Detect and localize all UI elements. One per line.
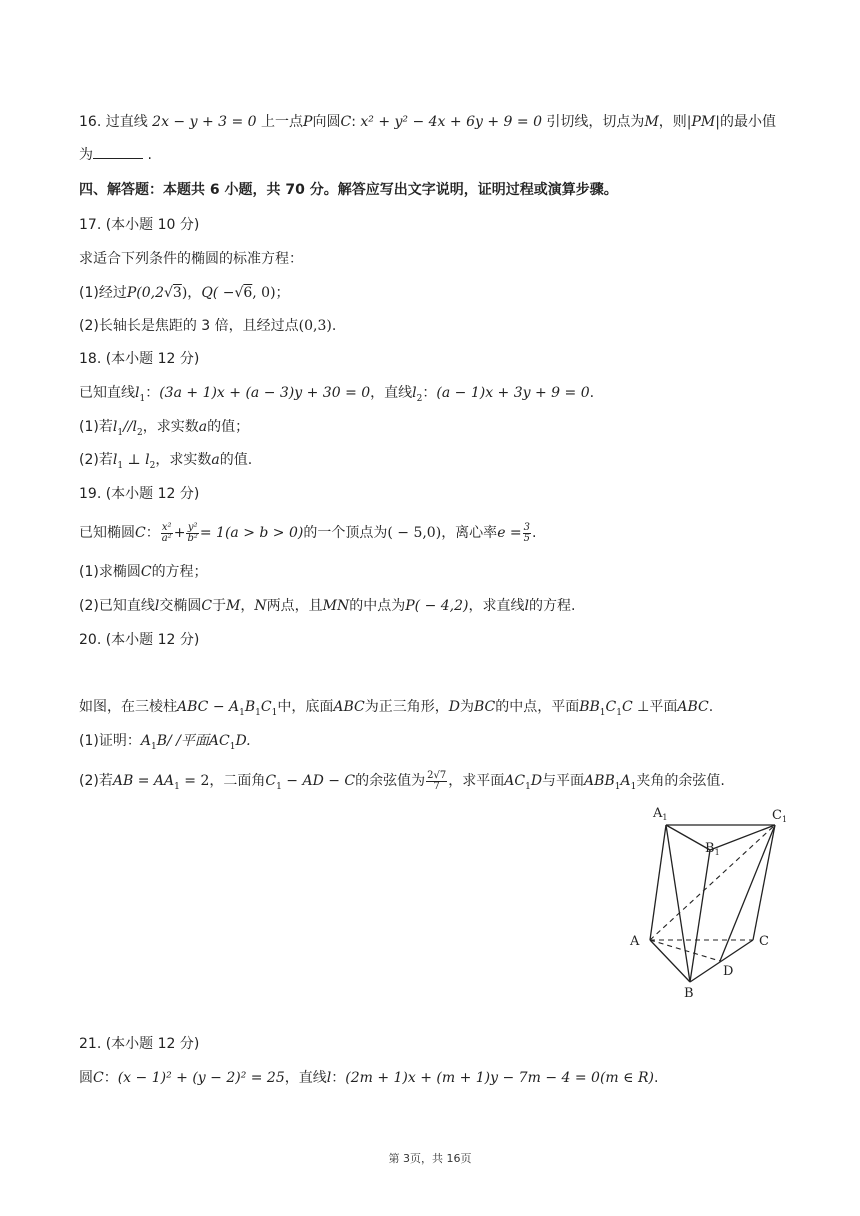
q17-part2: (2)长轴长是焦距的 3 倍，且经过点(0,3). [79,318,337,334]
q20-stem: 如图，在三棱柱ABC − $A_1B_1C_1$中，底面ABC为正三角形，D为BC的中点，平面$BB_1C_1C$ ⊥平面ABC. [79,699,714,718]
edge-a1-b [666,825,690,982]
edge-b-b1 [690,850,710,982]
label-a: A [630,934,640,949]
q18-part1: (1)若$l_1//l_2$，求实数a的值； [79,419,250,438]
q19-part2: (2)已知直线l交椭圆C于M，N两点，且MN的中点为P( − 4,2)，求直线l的方程. [79,598,576,614]
edge-a1-b1 [666,825,710,850]
q20-header: 20. (本小题 12 分) [79,632,200,648]
q18-stem: 已知直线$l_1$：(3a + 1)x + (a − 3)y + 30 = 0，直线$l_2$：(a − 1)x + 3y + 9 = 0. [79,385,595,404]
label-d: D [723,964,734,979]
edge-a-a1 [650,825,666,940]
q16-line1: 16. 过直线 2x − y + 3 = 0 上一点P向圆C: x² + y² − 4x + 6y + 9 = 0 引切线，切点为M，则|PM|的最小值 [79,114,776,130]
edge-b-c [690,940,753,982]
q21-header: 21. (本小题 12 分) [79,1036,200,1052]
page-footer: 第 3页，共 16页 [388,1152,472,1165]
q17-part1: (1)经过P(0,2√3)，Q( −√6, 0)； [79,285,290,301]
label-a1: $A_1$ [653,806,668,822]
label-c: C [759,934,769,949]
q21-stem: 圆C：(x − 1)² + (y − 2)² = 25，直线l：(2m + 1)x + (m + 1)y − 7m − 4 = 0(m ∈ R). [79,1070,659,1086]
q18-header: 18. (本小题 12 分) [79,351,200,367]
q18-part2: (2)若$l_1$ ⊥ $l_2$，求实数a的值. [79,452,253,471]
answer-blank [93,145,143,159]
q17-stem: 求适合下列条件的椭圆的标准方程： [79,251,303,267]
label-b1: $B_1$ [705,841,720,857]
q20-part2: (2)若AB = $AA_1 = 2$，二面角$C_1$ − AD − C的余弦值为 $\frac{2√7}{7}$ ，求平面$AC_1D$与平面$ABB_1A_1$夹角的余弦值. [79,769,725,792]
q16-line2: 为 . [79,147,152,163]
prism-figure [620,800,795,1005]
section-title: 四、解答题：本题共 6 小题，共 70 分。解答应写出文字说明，证明过程或演算步骤。 [79,182,618,198]
q17-header: 17. (本小题 10 分) [79,217,200,233]
edge-b1-c1 [710,825,775,850]
label-c1: $C_1$ [772,808,788,824]
q20-part1: (1)证明：$A_1B/$ /平面$AC_1D$. [79,733,251,752]
q19-stem: 已知椭圆C： $\frac{\text{x²}}{\text{a²}}$ + $\frac{\text{y²}}{\text{b²}}$ = 1(a > b > 0)的一个顶点为( − 5,0)，离心率e = $\frac{3}{5}$ . [79,521,537,544]
q19-part1: (1)求椭圆C的方程； [79,564,208,580]
label-b: B [684,986,694,1001]
q19-header: 19. (本小题 12 分) [79,486,200,502]
